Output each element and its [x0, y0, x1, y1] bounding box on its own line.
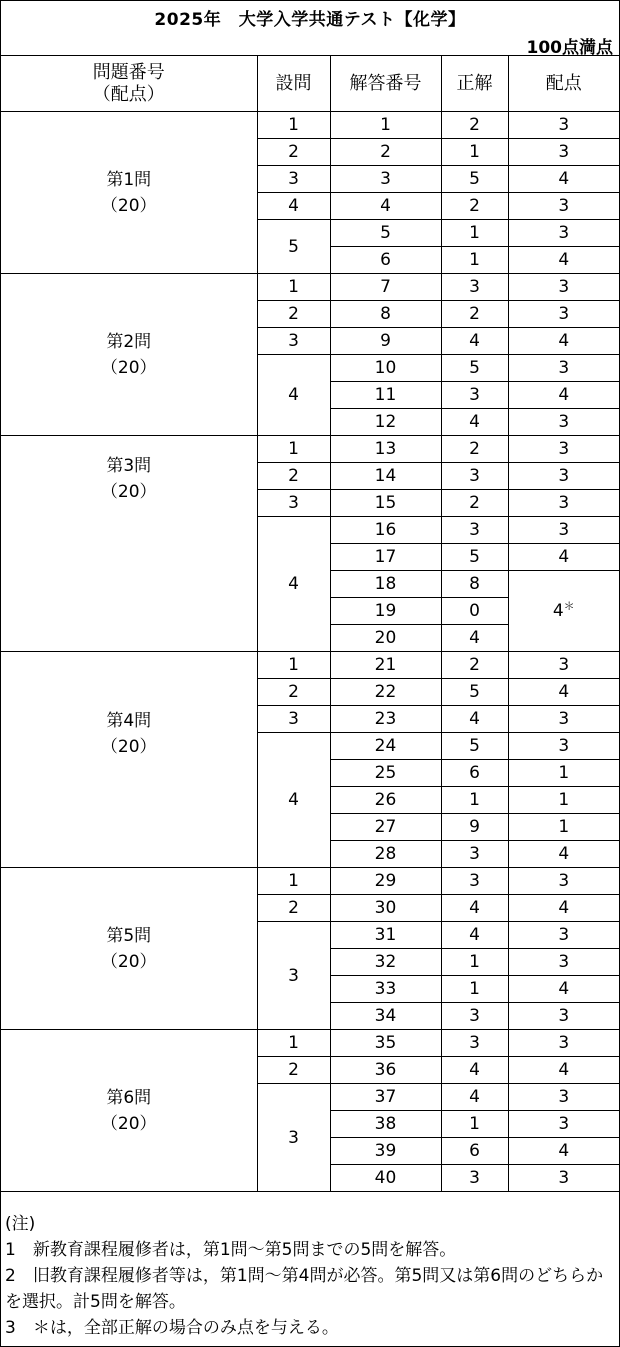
correct-cell: 0 — [441, 598, 508, 625]
answer-number-cell: 23 — [330, 706, 441, 733]
points-cell: 3 — [508, 949, 619, 976]
correct-cell: 1 — [441, 949, 508, 976]
answer-number-cell: 27 — [330, 814, 441, 841]
points-cell: 4 — [508, 1057, 619, 1084]
answer-number-cell: 8 — [330, 301, 441, 328]
answer-number-cell: 24 — [330, 733, 441, 760]
answer-number-cell: 1 — [330, 112, 441, 139]
correct-cell: 5 — [441, 355, 508, 382]
correct-cell: 3 — [441, 517, 508, 544]
answer-number-cell: 12 — [330, 409, 441, 436]
points-cell: 3 — [508, 193, 619, 220]
sub-question-cell: 4 — [257, 517, 330, 652]
note-item: 2 旧教育課程履修者等は，第1問～第4問が必答。第5問又は第6問のどちらかを選択。計5問を解答。 — [5, 1266, 604, 1312]
points-cell: 3 — [508, 220, 619, 247]
correct-cell: 2 — [441, 652, 508, 679]
points-cell: 4 — [508, 544, 619, 571]
sub-question-cell: 3 — [257, 1084, 330, 1192]
correct-cell: 5 — [441, 679, 508, 706]
correct-cell: 3 — [441, 463, 508, 490]
note-item: 1 新教育課程履修者は，第1問～第5問までの5問を解答。 — [5, 1240, 457, 1260]
sub-question-cell: 1 — [257, 436, 330, 463]
notes — [5, 1211, 617, 1341]
section-cell: 第3問 （20） — [1, 436, 257, 652]
sub-question-cell: 1 — [257, 868, 330, 895]
correct-cell: 2 — [441, 436, 508, 463]
correct-cell: 4 — [441, 1057, 508, 1084]
points-cell: 3 — [508, 274, 619, 301]
points-cell: 4 — [508, 895, 619, 922]
correct-cell: 3 — [441, 274, 508, 301]
answer-number-cell: 31 — [330, 922, 441, 949]
correct-cell: 2 — [441, 193, 508, 220]
correct-cell: 4 — [441, 706, 508, 733]
section-cell: 第2問 （20） — [1, 274, 257, 436]
correct-cell: 4 — [441, 895, 508, 922]
points-cell: 3 — [508, 1111, 619, 1138]
section-cell: 第4問 （20） — [1, 652, 257, 868]
answer-number-cell: 26 — [330, 787, 441, 814]
answer-number-cell: 39 — [330, 1138, 441, 1165]
answer-number-cell: 15 — [330, 490, 441, 517]
answer-number-cell: 33 — [330, 976, 441, 1003]
answer-number-cell: 38 — [330, 1111, 441, 1138]
sub-question-cell: 1 — [257, 274, 330, 301]
points-cell: 3 — [508, 301, 619, 328]
correct-cell: 1 — [441, 220, 508, 247]
correct-cell: 3 — [441, 1030, 508, 1057]
sub-question-cell: 2 — [257, 301, 330, 328]
total-points: 100点満点 — [526, 38, 613, 58]
sub-question-cell: 2 — [257, 463, 330, 490]
sub-question-cell: 5 — [257, 220, 330, 274]
points-cell: 4 — [508, 976, 619, 1003]
answer-number-cell: 34 — [330, 1003, 441, 1030]
points-cell: 4 — [508, 679, 619, 706]
sub-question-cell: 3 — [257, 922, 330, 1030]
answer-number-cell: 20 — [330, 625, 441, 652]
answer-number-cell: 5 — [330, 220, 441, 247]
points-cell: 3 — [508, 490, 619, 517]
points-cell: 3 — [508, 112, 619, 139]
points-cell: 4 — [508, 1138, 619, 1165]
section-cell: 第5問 （20） — [1, 868, 257, 1030]
sub-question-cell: 2 — [257, 1057, 330, 1084]
table-row — [1, 652, 619, 679]
points-cell: 3 — [508, 139, 619, 166]
correct-cell: 1 — [441, 1111, 508, 1138]
points-cell: 3 — [508, 922, 619, 949]
answer-number-cell: 6 — [330, 247, 441, 274]
sub-question-cell: 3 — [257, 328, 330, 355]
answer-number-cell: 36 — [330, 1057, 441, 1084]
correct-cell: 6 — [441, 760, 508, 787]
table-row — [1, 274, 619, 301]
answer-number-cell: 22 — [330, 679, 441, 706]
correct-cell: 6 — [441, 1138, 508, 1165]
points-cell: 1 — [508, 814, 619, 841]
answer-number-cell: 4 — [330, 193, 441, 220]
correct-cell: 3 — [441, 841, 508, 868]
answer-number-cell: 28 — [330, 841, 441, 868]
points-cell: 3 — [508, 706, 619, 733]
note-item: 3 ＊は，全部正解の場合のみ点を与える。 — [5, 1318, 339, 1338]
points-cell: 3 — [508, 868, 619, 895]
answer-number-cell: 9 — [330, 328, 441, 355]
answer-number-cell: 40 — [330, 1165, 441, 1192]
header-answer-number: 解答番号 — [330, 56, 441, 112]
correct-cell: 1 — [441, 139, 508, 166]
correct-cell: 3 — [441, 382, 508, 409]
notes-heading: (注) — [5, 1214, 36, 1234]
table-row — [1, 868, 619, 895]
sub-question-cell: 3 — [257, 166, 330, 193]
header-correct: 正解 — [441, 56, 508, 112]
correct-cell: 3 — [441, 868, 508, 895]
answer-number-cell: 17 — [330, 544, 441, 571]
correct-cell: 5 — [441, 166, 508, 193]
correct-cell: 8 — [441, 571, 508, 598]
points-cell: 3 — [508, 652, 619, 679]
answer-number-cell: 21 — [330, 652, 441, 679]
sub-question-cell: 1 — [257, 652, 330, 679]
sub-question-cell: 2 — [257, 895, 330, 922]
section-cell: 第6問 （20） — [1, 1030, 257, 1192]
points-cell: 4 — [508, 166, 619, 193]
table-row — [1, 112, 619, 139]
points-cell: 4 — [508, 382, 619, 409]
correct-cell: 2 — [441, 490, 508, 517]
answer-number-cell: 35 — [330, 1030, 441, 1057]
points-cell: 3 — [508, 409, 619, 436]
correct-cell: 5 — [441, 733, 508, 760]
points-cell: 1 — [508, 787, 619, 814]
answer-number-cell: 19 — [330, 598, 441, 625]
correct-cell: 4 — [441, 328, 508, 355]
sub-question-cell: 2 — [257, 679, 330, 706]
correct-cell: 2 — [441, 301, 508, 328]
points-cell: 3 — [508, 1084, 619, 1111]
points-cell: 3 — [508, 517, 619, 544]
correct-cell: 1 — [441, 247, 508, 274]
correct-cell: 4 — [441, 625, 508, 652]
answer-number-cell: 29 — [330, 868, 441, 895]
answer-number-cell: 25 — [330, 760, 441, 787]
points-cell: 4 — [508, 841, 619, 868]
answer-number-cell: 18 — [330, 571, 441, 598]
asterisk-mark: ＊ — [563, 599, 575, 613]
points-cell: 4 — [508, 328, 619, 355]
points-cell: 3 — [508, 355, 619, 382]
points-cell: 3 — [508, 733, 619, 760]
points-cell: 3 — [508, 463, 619, 490]
answer-number-cell: 2 — [330, 139, 441, 166]
sub-question-cell: 2 — [257, 139, 330, 166]
correct-cell: 5 — [441, 544, 508, 571]
correct-cell: 1 — [441, 976, 508, 1003]
sub-question-cell: 4 — [257, 733, 330, 868]
correct-cell: 4 — [441, 409, 508, 436]
points-cell: 4 — [508, 247, 619, 274]
points-cell-starred: 4＊ — [508, 571, 619, 652]
answer-number-cell: 13 — [330, 436, 441, 463]
page-title: 2025年 大学入学共通テスト【化学】 — [154, 10, 466, 30]
answer-table — [1, 55, 619, 1192]
answer-number-cell: 30 — [330, 895, 441, 922]
section-cell: 第1問 （20） — [1, 112, 257, 274]
table-row — [1, 436, 619, 463]
header-sub-question: 設問 — [257, 56, 330, 112]
table-header-row — [1, 56, 619, 112]
table-row — [1, 1030, 619, 1057]
answer-number-cell: 37 — [330, 1084, 441, 1111]
answer-number-cell: 3 — [330, 166, 441, 193]
correct-cell: 1 — [441, 787, 508, 814]
sub-question-cell: 4 — [257, 193, 330, 220]
sub-question-cell: 3 — [257, 490, 330, 517]
answer-number-cell: 32 — [330, 949, 441, 976]
answer-number-cell: 11 — [330, 382, 441, 409]
answer-number-cell: 10 — [330, 355, 441, 382]
header-points: 配点 — [508, 56, 619, 112]
header-question-number: 問題番号 （配点） — [1, 56, 257, 112]
sub-question-cell: 1 — [257, 112, 330, 139]
points-cell: 3 — [508, 1003, 619, 1030]
correct-cell: 2 — [441, 112, 508, 139]
answer-number-cell: 14 — [330, 463, 441, 490]
points-cell: 3 — [508, 436, 619, 463]
sub-question-cell: 4 — [257, 355, 330, 436]
points-cell: 3 — [508, 1030, 619, 1057]
correct-cell: 3 — [441, 1165, 508, 1192]
sub-question-cell: 1 — [257, 1030, 330, 1057]
correct-cell: 4 — [441, 1084, 508, 1111]
points-cell: 1 — [508, 760, 619, 787]
correct-cell: 9 — [441, 814, 508, 841]
answer-number-cell: 7 — [330, 274, 441, 301]
answer-number-cell: 16 — [330, 517, 441, 544]
points-cell: 3 — [508, 1165, 619, 1192]
correct-cell: 3 — [441, 1003, 508, 1030]
sub-question-cell: 3 — [257, 706, 330, 733]
correct-cell: 4 — [441, 922, 508, 949]
